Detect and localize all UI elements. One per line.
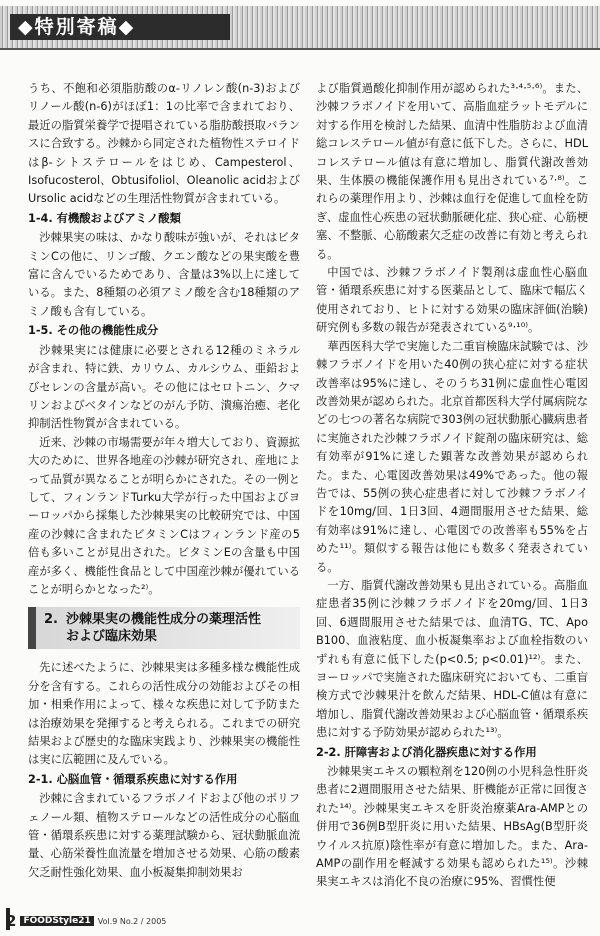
- subheading-2-1: 2-1. 心脳血管・循環系疾患に対する作用: [28, 772, 238, 786]
- paragraph: 華西医科大学で実施した二重盲検臨床試験では、沙棘フラボノイドを用いた40例の狭心症に対する症状改善率は95%に達し、そのうち31例に虚血性心電図改善効果が認められた。北京首都医科大学付属病院などの七つの著名な病院で303例の冠状動脈心臓病患者に実施された沙棘フラボノイド錠剤の臨床研究は、総有効率が91%に達した顕著な改善効果が認められた。また、心電図改善効果は49%であった。他の報告では、55例の狭心症患者に対して沙棘フラボノイドを10mg/回、1日3回、4週間服用させた結果、総有効率は91%に達し、心電図での改善率も55%を占めた¹¹⁾。類似する報告は他にも数多く発表されている。: [316, 339, 588, 574]
- paragraph: 近来、沙棘の市場需要が年々増大しており、資源拡大のために、世界各地産の沙棘が研究され、産地によって品質が異なることが明らかにされた。その一例として、フィンランドTurku大学が行った中国およびヨーロッパから採集した沙棘果実の比較研究では、中国産の沙棘に含まれたビタミンCはフィンランド産の5倍も多いことが見出された。ビタミンEの含量も中国産が多く、機能性食品として中国産沙棘が優れていることが明らかとなった²⁾。: [28, 435, 300, 596]
- journal-logo: [20, 916, 93, 926]
- journal-logo-suffix: Style21: [52, 916, 91, 926]
- left-column: [28, 80, 300, 882]
- paragraph: 沙棘果実エキスの顆粒剤を120例の小児科急性肝炎患者に2週間服用させた結果、肝機能が正常に回復された¹⁴⁾。沙棘果実エキスを肝炎治療薬Ara-AMPとの併用で36例B型肝炎に用いた結果、HBsAg(B型肝炎ウイルス抗原)陰性率が有意に増加した。また、Ara-AMPの副作用を軽減する効果も認められた¹⁵⁾。沙棘果実エキスは消化不良の治療に95%、習慣性便: [316, 765, 588, 889]
- page-number: 2: [6, 912, 17, 930]
- section-number: 2.: [44, 612, 58, 628]
- section-heading-2: [28, 607, 300, 649]
- paragraph: よび脂質過酸化抑制作用が認められた³·⁴·⁵·⁶⁾。また、沙棘フラボノイドを用いて、高脂血症ラットモデルに対する作用を検討した結果、血清中性脂肪および血清総コレステロール値が有意に低下した。さらに、HDLコレステロール値は有意に増加し、脂質代謝改善効果、生体膜の機能保護作用も見出されている⁷·⁸⁾。これらの薬理作用より、沙棘は血行を促進して血栓を防ぎ、虚血性心疾患の冠状動脈硬化症、狭心症、心筋梗塞、不整脈、心筋酸素欠乏症の改善に有効と考えられる。: [316, 82, 588, 261]
- subheading-1-5: 1-5. その他の機能性成分: [28, 324, 159, 338]
- subheading-2-2: 2-2. 肝障害および消化器疾患に対する作用: [316, 745, 537, 759]
- paragraph: 沙棘に含まれているフラボノイドおよび他のポリフェノール類、植物ステロールなどの活性成分の心脳血管・循環系疾患に対する薬理試験から、冠状動脈血流量、心筋栄養性血流量を増加させる効果、心筋の酸素欠乏耐性強化効果、血小板凝集抑制効果お: [28, 792, 300, 879]
- section-title-line1: 沙棘果実の機能性成分の薬理活性: [66, 612, 262, 628]
- paragraph: 中国では、沙棘フラボノイド製剤は虚血性心脳血管・循環系疾患に対する医薬品として、臨床で幅広く使用されており、ヒトに対する効果の臨床評価(治験)研究例も多数の報告が発表されている⁹·¹⁰⁾。: [316, 266, 588, 335]
- subheading-1-4: 1-4. 有機酸およびアミノ酸類: [28, 211, 181, 225]
- header-banner: [0, 6, 600, 50]
- section-title-line2: および臨床効果: [66, 629, 158, 645]
- journal-logo-main: FOOD: [23, 916, 53, 926]
- volume-info: Vol.9 No.2 / 2005: [97, 916, 167, 926]
- page-footer: [6, 912, 166, 930]
- paragraph: 沙棘果実の味は、かなり酸味が強いが、それはビタミンCの他に、リンゴ酸、クエン酸などの果実酸を豊富に含んでいるためであり、含量は3%以上に達している。また、8種類の必須アミノ酸を含む18種類のアミノ酸も含有している。: [28, 231, 300, 318]
- paragraph: 一方、脂質代謝改善効果も見出されている。高脂血症患者35例に沙棘フラボノイドを20mg/回、1日3回、6週間服用させた結果では、血清TG、TC、Apo B100、血液粘度、血小板凝集率および血栓指数のいずれも有意に低下した(p<0.5; p<0.01)¹²⁾。また、ヨーロッパで実施された臨床研究においても、二重盲検方式で沙棘果汁を飲んだ結果、HDL-C値は有意に増加し、脂質代謝改善効果および心脳血管・循環系疾患に対する予防効果が認められた¹³⁾。: [316, 578, 588, 740]
- paragraph: 沙棘果実には健康に必要とされる12種のミネラルが含まれ、特に鉄、カリウム、カルシウム、亜鉛およびセレンの含量が高い。その他にはセロトニン、クマリンおよびベタインなどのがん予防、潰瘍治癒、老化抑制活性物質が含まれている。: [28, 343, 300, 431]
- header-title: ◆特別寄稿◆: [18, 16, 136, 38]
- paragraph: 先に述べたように、沙棘果実は多種多様な機能性成分を含有する。これらの活性成分の効能およびその相加・相乗作用によって、様々な疾患に対して予防または治療効果を発揮すると考えられる。これまでの研究結果および歴史的な臨床実践より、沙棘果実の機能性は実に広範囲に及んでいる。: [28, 661, 300, 767]
- paragraph: うち、不飽和必須脂肪酸のα-リノレン酸(n-3)およびリノール酸(n-6)がほぼ1：1の比率で含まれており、最近の脂質栄養学で提唱されている脂肪酸摂取バランスに合致する。沙棘から同定された植物性ステロイドはβ-シトステロールをはじめ、Campesterol、Isofucosterol、Obtusifoliol、Oleanolic acidおよびUrsolic acidなどの生理活性物質が含まれている。: [28, 82, 300, 206]
- right-column: [316, 80, 588, 892]
